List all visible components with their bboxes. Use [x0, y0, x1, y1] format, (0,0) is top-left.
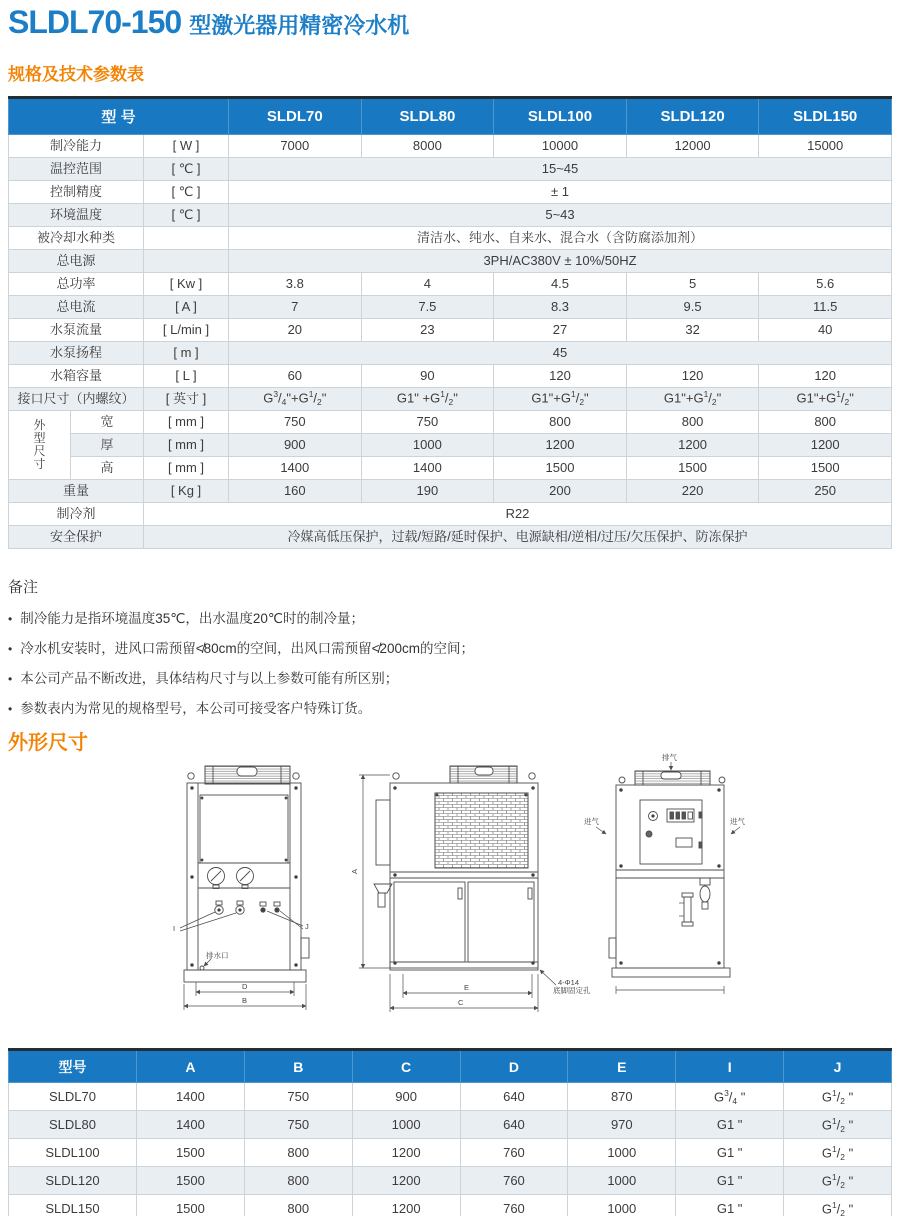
spec-value: 60	[229, 365, 362, 388]
row-unit: [ ℃ ]	[144, 158, 229, 181]
row-label: 安全保护	[9, 526, 144, 549]
row-label: 被冷却水种类	[9, 227, 144, 250]
spec-value: 750	[361, 411, 494, 434]
spec-row	[9, 457, 892, 480]
dim-value: 760	[460, 1167, 568, 1195]
spec-value: 1400	[229, 457, 362, 480]
spec-value: 120	[759, 365, 892, 388]
spec-value: 8.3	[494, 296, 627, 319]
dim-value: G1 "	[676, 1139, 784, 1167]
dim-value: 1200	[352, 1167, 460, 1195]
row-label: 接口尺寸（内螺纹）	[9, 388, 144, 411]
spec-value: 9.5	[626, 296, 759, 319]
intake-right-label: 进气	[730, 817, 745, 826]
port-i-label: I	[173, 924, 176, 933]
spec-row	[9, 319, 892, 342]
spec-value: 190	[361, 480, 494, 503]
spec-value: 200	[494, 480, 627, 503]
dim-value: 1000	[568, 1167, 676, 1195]
spec-value: 40	[759, 319, 892, 342]
row-unit	[144, 250, 229, 273]
spec-value: 120	[494, 365, 627, 388]
dim-column-header: J	[784, 1050, 892, 1083]
spec-value: 800	[626, 411, 759, 434]
page-title	[8, 4, 409, 41]
model-column-header: SLDL150	[759, 98, 892, 135]
spec-value-merged: R22	[144, 503, 892, 526]
mount-holes-label: 4-Φ14	[558, 978, 579, 987]
note-item: • 制冷能力是指环境温度35℃，出水温度20℃时的制冷量；	[8, 607, 474, 627]
section-title-dimensions: 外形尺寸	[8, 732, 88, 754]
spec-value: 23	[361, 319, 494, 342]
spec-value: 5	[626, 273, 759, 296]
spec-value: 15000	[759, 135, 892, 158]
spec-row	[9, 342, 892, 365]
dim-value: 1500	[137, 1139, 245, 1167]
row-group-label: 外 型 尺 寸	[9, 411, 71, 480]
spec-value: 800	[759, 411, 892, 434]
spec-value: 27	[494, 319, 627, 342]
dimension-drawings	[0, 745, 900, 1045]
dim-row	[9, 1083, 892, 1111]
row-unit: [ Kg ]	[144, 480, 229, 503]
spec-row	[9, 135, 892, 158]
spec-row	[9, 365, 892, 388]
dim-value: 640	[460, 1111, 568, 1139]
spec-value: 7000	[229, 135, 362, 158]
spec-row	[9, 480, 892, 503]
row-label: 温控范围	[9, 158, 144, 181]
dim-value: 1200	[352, 1195, 460, 1216]
spec-value: 1200	[494, 434, 627, 457]
spec-value: 12000	[626, 135, 759, 158]
dim-row	[9, 1139, 892, 1167]
dim-value: $G^1/_2$ "	[784, 1195, 892, 1216]
spec-value: 900	[229, 434, 362, 457]
spec-value: 1200	[626, 434, 759, 457]
row-unit: [ ℃ ]	[144, 181, 229, 204]
row-unit: [ Kw ]	[144, 273, 229, 296]
dim-model: SLDL80	[9, 1111, 137, 1139]
spec-value: 1500	[626, 457, 759, 480]
dim-value: 760	[460, 1195, 568, 1216]
row-label: 总功率	[9, 273, 144, 296]
dim-value: 640	[460, 1083, 568, 1111]
dim-value: 760	[460, 1139, 568, 1167]
notes-title: 备注	[8, 579, 39, 596]
spec-row	[9, 250, 892, 273]
row-unit: [ mm ]	[144, 411, 229, 434]
row-unit: [ m ]	[144, 342, 229, 365]
section-title-specs: 规格及技术参数表	[8, 65, 144, 84]
dim-model: SLDL150	[9, 1195, 137, 1216]
spec-value: 3.8	[229, 273, 362, 296]
spec-value: 160	[229, 480, 362, 503]
dim-value: 800	[244, 1167, 352, 1195]
model-range: SLDL70-150	[8, 4, 182, 40]
dim-value: 870	[568, 1083, 676, 1111]
spec-value-merged: 冷媒高低压保护，过载/短路/延时保护、电源缺相/逆相/过压/欠压保护、防冻保护	[144, 526, 892, 549]
dim-column-header: 型号	[9, 1050, 137, 1083]
spec-value-merged: 15~45	[229, 158, 892, 181]
dim-value: G1 "	[676, 1167, 784, 1195]
spec-row	[9, 526, 892, 549]
spec-value-merged: 5~43	[229, 204, 892, 227]
row-unit: [ mm ]	[144, 457, 229, 480]
row-unit: [ 英寸 ]	[144, 388, 229, 411]
spec-value: 1200	[759, 434, 892, 457]
dim-a-label: A	[350, 868, 359, 874]
spec-value: 120	[626, 365, 759, 388]
spec-value: 1500	[759, 457, 892, 480]
dim-value: G1 "	[676, 1195, 784, 1216]
row-unit: [ L/min ]	[144, 319, 229, 342]
dim-column-header: I	[676, 1050, 784, 1083]
dim-value: 1500	[137, 1195, 245, 1216]
spec-value-merged: 清洁水、纯水、自来水、混合水（含防腐添加剂）	[229, 227, 892, 250]
spec-row	[9, 273, 892, 296]
rear-view-drawing	[584, 752, 745, 994]
spec-value-merged: 45	[229, 342, 892, 365]
spec-value: 800	[494, 411, 627, 434]
spec-value: 20	[229, 319, 362, 342]
model-column-header: SLDL100	[494, 98, 627, 135]
exhaust-label: 排气	[662, 753, 677, 762]
row-label: 水泵流量	[9, 319, 144, 342]
spec-value: 7.5	[361, 296, 494, 319]
row-unit: [ mm ]	[144, 434, 229, 457]
dim-model: SLDL120	[9, 1167, 137, 1195]
spec-value: 5.6	[759, 273, 892, 296]
spec-value: 1000	[361, 434, 494, 457]
dimension-table	[8, 1048, 892, 1216]
spec-row	[9, 227, 892, 250]
dim-b-label: B	[242, 996, 248, 1005]
row-sub-label: 宽	[71, 411, 144, 434]
dim-value: 1500	[137, 1167, 245, 1195]
spec-value: 4	[361, 273, 494, 296]
dim-value: $G^3/_4$ "	[676, 1083, 784, 1111]
spec-row	[9, 296, 892, 319]
spec-value: $G1"+G^1/_2$"	[759, 388, 892, 411]
spec-value: 4.5	[494, 273, 627, 296]
spec-value: 1500	[494, 457, 627, 480]
spec-value-merged: 3PH/AC380V ± 10%/50HZ	[229, 250, 892, 273]
dim-value: 1400	[137, 1111, 245, 1139]
spec-value: 1400	[361, 457, 494, 480]
intake-left-label: 进气	[584, 817, 599, 826]
note-item: • 冷水机安装时，进风口需预留≮80cm的空间，出风口需预留≮200cm的空间；	[8, 637, 474, 657]
spec-value-merged: ± 1	[229, 181, 892, 204]
notes-list	[8, 607, 474, 717]
dim-value: 750	[244, 1083, 352, 1111]
dim-value: $G^1/_2$ "	[784, 1083, 892, 1111]
drain-label: 排水口	[206, 951, 229, 960]
dim-e-label: E	[464, 983, 470, 992]
row-sub-label: 厚	[71, 434, 144, 457]
row-label: 制冷剂	[9, 503, 144, 526]
model-column-header: SLDL70	[229, 98, 362, 135]
dim-d-label: D	[242, 982, 248, 991]
dim-value: G1 "	[676, 1111, 784, 1139]
dim-row	[9, 1195, 892, 1216]
dim-column-header: D	[460, 1050, 568, 1083]
spec-value: 11.5	[759, 296, 892, 319]
spec-row	[9, 181, 892, 204]
dim-value: $G^1/_2$ "	[784, 1139, 892, 1167]
dim-value: 1000	[568, 1139, 676, 1167]
dim-value: $G^1/_2$ "	[784, 1167, 892, 1195]
spec-value: 32	[626, 319, 759, 342]
dim-value: $G^1/_2$ "	[784, 1111, 892, 1139]
spec-value: 90	[361, 365, 494, 388]
mount-holes-label2: 底脚固定孔	[553, 986, 591, 995]
spec-value: G1" $+G^1/_2$"	[361, 388, 494, 411]
spec-value: 8000	[361, 135, 494, 158]
spec-row	[9, 503, 892, 526]
spec-value: 10000	[494, 135, 627, 158]
spec-value: 7	[229, 296, 362, 319]
spec-value: 750	[229, 411, 362, 434]
dim-column-header: A	[137, 1050, 245, 1083]
row-label: 水泵扬程	[9, 342, 144, 365]
note-item: • 本公司产品不断改进，具体结构尺寸与以上参数可能有所区别；	[8, 667, 474, 687]
row-label: 总电源	[9, 250, 144, 273]
row-label: 总电流	[9, 296, 144, 319]
spec-row	[9, 158, 892, 181]
dim-model: SLDL70	[9, 1083, 137, 1111]
spec-value: $G1"+G^1/_2$"	[494, 388, 627, 411]
row-label: 水箱容量	[9, 365, 144, 388]
dim-value: 1000	[352, 1111, 460, 1139]
row-label: 环境温度	[9, 204, 144, 227]
spec-value: 220	[626, 480, 759, 503]
spec-value: $G1"+G^1/_2$"	[626, 388, 759, 411]
title-suffix: 型激光器用精密冷水机	[189, 13, 410, 38]
dim-value: 970	[568, 1111, 676, 1139]
spec-row	[9, 204, 892, 227]
dim-value: 800	[244, 1139, 352, 1167]
spec-row	[9, 388, 892, 411]
spec-row	[9, 411, 892, 434]
dim-value: 900	[352, 1083, 460, 1111]
dim-row	[9, 1167, 892, 1195]
row-unit: [ W ]	[144, 135, 229, 158]
dim-c-label: C	[458, 998, 464, 1007]
dim-column-header: E	[568, 1050, 676, 1083]
model-column-header: SLDL120	[626, 98, 759, 135]
dim-value: 800	[244, 1195, 352, 1216]
dim-column-header: B	[244, 1050, 352, 1083]
spec-value: 250	[759, 480, 892, 503]
port-j-label: J	[305, 922, 309, 931]
model-column-header: SLDL80	[361, 98, 494, 135]
spec-value: $G^3/_4"+G^1/_2$"	[229, 388, 362, 411]
row-label: 制冷能力	[9, 135, 144, 158]
dim-value: 1400	[137, 1083, 245, 1111]
spec-header-row	[9, 98, 892, 135]
side-view-drawing	[350, 766, 591, 1012]
note-item: • 参数表内为常见的规格型号，本公司可接受客户特殊订货。	[8, 697, 474, 717]
dim-model: SLDL100	[9, 1139, 137, 1167]
dim-column-header: C	[352, 1050, 460, 1083]
spec-row	[9, 434, 892, 457]
dim-row	[9, 1111, 892, 1139]
row-unit	[144, 227, 229, 250]
dim-value: 1200	[352, 1139, 460, 1167]
row-label: 控制精度	[9, 181, 144, 204]
dim-value: 1000	[568, 1195, 676, 1216]
notes-section	[8, 576, 474, 727]
row-label: 重量	[9, 480, 144, 503]
spec-table	[8, 96, 892, 549]
row-sub-label: 高	[71, 457, 144, 480]
row-unit: [ A ]	[144, 296, 229, 319]
dim-header-row	[9, 1050, 892, 1083]
row-unit: [ ℃ ]	[144, 204, 229, 227]
row-unit: [ L ]	[144, 365, 229, 388]
front-view-drawing	[173, 766, 309, 1010]
dim-value: 750	[244, 1111, 352, 1139]
model-header: 型 号	[9, 98, 229, 135]
